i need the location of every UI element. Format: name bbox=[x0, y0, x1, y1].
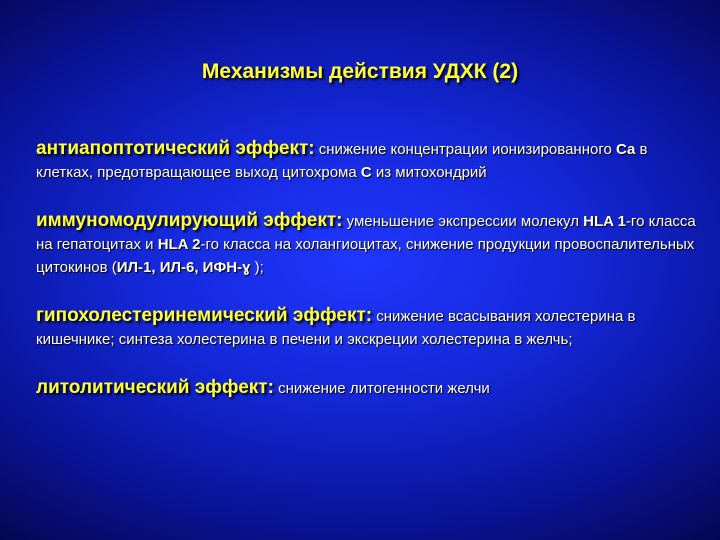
effect-text: уменьшение экспрессии молекул bbox=[342, 213, 584, 230]
effect-text-bold: HLA 1 bbox=[583, 213, 626, 230]
effect-antiapoptotic bbox=[36, 137, 708, 184]
effect-text: в клетках, предотвращающее выход цитохрома bbox=[36, 141, 648, 181]
effect-heading: иммуномодулирующий эффект: bbox=[36, 210, 343, 231]
effect-text-bold: С bbox=[360, 164, 372, 181]
effect-hypocholesterolemic bbox=[36, 304, 708, 351]
effect-text: снижение всасывания холестерина в кишечнике; синтеза холестерина в печени и экскреции холестерина в желчь; bbox=[36, 308, 636, 348]
effect-text-bold: HLA 2 bbox=[157, 236, 201, 253]
effect-heading: гипохолестеринемический эффект: bbox=[36, 305, 373, 326]
effect-heading: литолитический эффект: bbox=[36, 377, 274, 398]
slide-title: Механизмы действия УДХК (2) bbox=[201, 60, 519, 83]
effect-litholytic bbox=[36, 376, 708, 400]
effect-text: -го класса на холангиоцитах, снижение продукции провоспалительных цитокинов ( bbox=[36, 236, 695, 276]
effect-immunomodulatory bbox=[36, 209, 708, 279]
effect-text: снижение концентрации ионизированного bbox=[314, 141, 616, 158]
effect-text-bold: Са bbox=[615, 141, 636, 158]
effect-text: ); bbox=[250, 259, 264, 276]
effect-text: из митохондрий bbox=[371, 164, 487, 181]
effect-text-bold: ИЛ-1, ИЛ-6, ИФН-ɣ bbox=[116, 259, 251, 276]
slide-content bbox=[36, 137, 708, 425]
effect-text: -го класса на гепатоцитах и bbox=[36, 213, 696, 253]
effect-text: снижение литогенности желчи bbox=[273, 380, 490, 397]
effect-heading: антиапоптотический эффект: bbox=[36, 138, 315, 159]
